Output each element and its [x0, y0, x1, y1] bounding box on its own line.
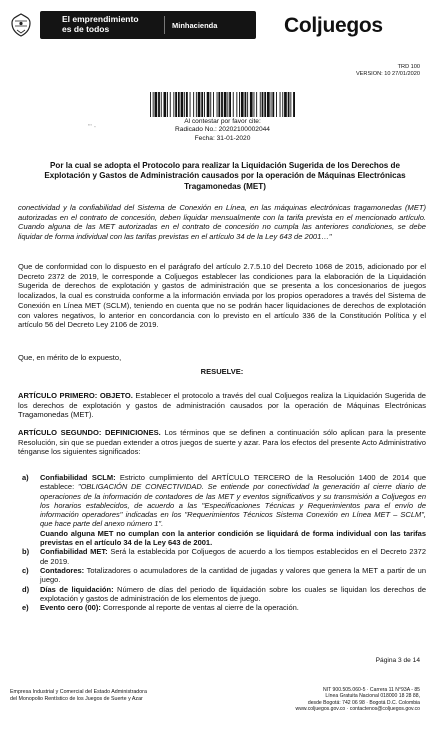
footer-left — [10, 689, 147, 702]
barcode — [150, 92, 295, 117]
gov-slogan-line1: El emprendimiento — [62, 14, 139, 24]
document-control-info — [356, 64, 420, 78]
resuelve-heading: RESUELVE: — [200, 367, 244, 376]
footer-right — [296, 687, 420, 712]
definition-marker: b) — [22, 547, 30, 557]
definition-marker: c) — [22, 565, 29, 575]
definition-marker: d) — [22, 584, 30, 594]
footer-phone: Línea Gratuita Nacional 018000 18 28 88, — [325, 693, 420, 700]
definition-text: Totalizadores o acumuladores de la cantidad de jugadas y valores que genera la MET a partir de un juego. — [40, 565, 426, 585]
footer-web: www.coljuegos.gov.co · contactenos@coljuegos.gov.co — [295, 705, 420, 712]
radicado-number: Radicado No.: 20202100002044 — [175, 126, 270, 134]
radicado-instruction: Al contestar por favor cite: — [184, 118, 261, 125]
article-first — [18, 391, 426, 420]
definition-term: Contadores: — [40, 565, 85, 575]
definition-item — [22, 585, 426, 604]
trd-code: TRD 100 — [397, 64, 420, 70]
colombia-coat-of-arms-icon — [10, 12, 32, 38]
definition-quote: "OBLIGACIÓN DE CONECTIVIDAD. Se entiende por conectividad la generación al cierre diario de operaciones de la información de contadores de las MET y eventos significativos y su transmisión a Coljuegos en los horarios establecidos, de acuerdo a las "Especificaciones Técnicas y Requerimientos para el envío de información operadores" indicadas en los "Requerimientos Técnicos Sistema Conexión en Línea MET – SCLM", que hace parte del anexo número 1". — [40, 482, 426, 529]
considerando-paragraph: Que de conformidad con lo dispuesto en el parágrafo del artículo 2.7.5.10 del Decreto 1068 de 2015, adicionado por el Decreto 2372 de 2019, le corresponde a Coljuegos establecer las condiciones para la elaboración de la Liquidación Sugerida de derechos de explotación y gastos de administración que se presenta a los concesionarios de juegos localizados, la cual es construida conforme a la información enviada por los propios operadores a través del Sistema de Conexión en Línea MET (SCLM), teniendo en cuenta que no se podrán hacer liquidaciones de derechos de explotación con valores negativos, lo anterior en concordancia con lo previsto en el artículo 336 de la Constitución Política y el artículo 56 del Decreto Ley 2106 de 2019. — [18, 262, 426, 330]
footer-entity-line1: Empresa Industrial y Comercial del Estado Administradora — [10, 689, 147, 695]
definition-marker: a) — [22, 473, 29, 482]
document-title: Por la cual se adopta el Protocolo para realizar la Liquidación Sugerida de los Derechos de Explotación y Gastos de Administración causados por la operación de Máquinas Electrónicas Tragamonedas (MET) — [44, 161, 406, 191]
definition-item — [22, 547, 426, 566]
footer-entity-line2: del Monopolio Rentístico de los Juegos de Suerte y Azar — [10, 695, 143, 702]
quoted-paragraph: conectividad y la confiabilidad del Sistema de Conexión en Línea, en las máquinas electrónicas tragamonedas (MET) autorizadas en el contrato de concesión, deben liquidar mensualmente con la tarifa prevista en el mencionado artículo. Cuando alguna de las MET autorizadas en el contrato de concesión no cumpla las anteriores condiciones, se debe liquidar de forma individual con las tarifas previstas en el artículo 34 de la Ley 643 de 2001…" — [18, 203, 426, 242]
radicado-date: Fecha: 31-01-2020 — [194, 134, 251, 142]
definition-text: Será la establecida por Coljuegos de acuerdo a los tiempos establecidos en el Decreto 2372 de 2019. — [40, 547, 426, 566]
definition-text: Corresponde al reporte de ventas al cierre de la operación. — [100, 603, 299, 613]
government-banner — [40, 11, 256, 39]
definition-term: Confiabilidad SCLM: — [40, 473, 116, 482]
gov-slogan-line2: es de todos — [62, 24, 110, 34]
definition-item — [22, 473, 426, 547]
definition-term: Días de liquidación: — [40, 584, 114, 594]
stray-mark: "' - — [88, 124, 97, 131]
definition-term: Confiabilidad MET: — [40, 547, 108, 557]
definition-note: Cuando alguna MET no cumplan con la anterior condición se liquidará de forma individual con las tarifas previstas en el artículo 34 de la Ley 643 de 2001. — [40, 528, 426, 548]
merito-paragraph: Que, en mérito de lo expuesto, — [18, 353, 122, 362]
article-first-text: Establecer el protocolo a través del cual Coljuegos realiza la Liquidación Sugerida de los derechos de explotación y gastos de administración causados por la operación de Máquinas Electrónicas Tragamonedas (MET). — [18, 391, 426, 420]
footer-city: desde Bogotá: 742 06 98 · Bogotá D.C. Colombia — [307, 699, 420, 706]
article-second-label: ARTÍCULO SEGUNDO: DEFINICIONES. — [18, 428, 161, 437]
article-second-text: Los términos que se definen a continuación sólo aplican para la presente Resolución, sin que se puedan extender a otros juegos de suerte y azar. Para los efectos del presente Acto Administrativo ténganse los siguientes significados: — [18, 428, 426, 457]
page-number: Página 3 de 14 — [375, 657, 420, 664]
radicado-block — [150, 118, 295, 143]
version-code: VERSION: 10 27/01/2020 — [355, 71, 420, 77]
footer-nit: NIT 900.505.060-5 · Carrera 11 N°93A - 85 — [323, 687, 420, 693]
definition-term: Evento cero (00): — [40, 603, 101, 613]
ministry-name: Minhacienda — [172, 21, 218, 30]
article-second — [18, 428, 426, 457]
article-first-label: ARTÍCULO PRIMERO: OBJETO. — [18, 391, 133, 400]
definition-text: Estricto cumplimiento del ARTÍCULO TERCERO de la Resolución 1400 de 2014 que establece: — [40, 473, 426, 492]
definition-text: Número de días del periodo de liquidación sobre los cuales se liquidan los derechos de explotación y gastos de administración de los elementos de juego. — [40, 584, 426, 603]
definitions-list — [22, 473, 426, 612]
banner-divider — [164, 16, 165, 34]
definition-item — [22, 566, 426, 585]
definition-item — [22, 603, 426, 612]
coljuegos-logo: Coljuegos — [284, 14, 383, 37]
definition-marker: e) — [22, 603, 29, 613]
